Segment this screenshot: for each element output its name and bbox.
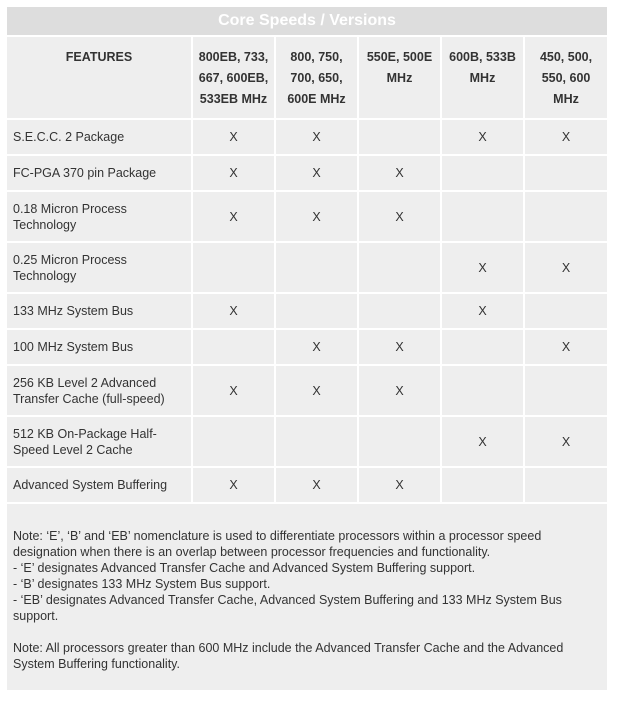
- feature-label: 0.25 Micron Process Technology: [7, 243, 191, 292]
- table-row: [7, 156, 607, 190]
- table-row: [7, 120, 607, 154]
- support-mark-cell: [442, 330, 523, 364]
- column-header-550e: 550E, 500E MHz: [359, 37, 440, 118]
- table-row: [7, 366, 607, 415]
- support-mark-cell: X: [525, 120, 607, 154]
- support-mark-cell: [193, 330, 274, 364]
- column-header-800eb: 800EB, 733, 667, 600EB, 533EB MHz: [193, 37, 274, 118]
- support-mark-cell: X: [193, 156, 274, 190]
- support-mark-cell: X: [525, 417, 607, 466]
- support-mark-cell: X: [359, 156, 440, 190]
- note-block: [13, 640, 601, 672]
- column-header-features: FEATURES: [7, 37, 191, 118]
- support-mark-cell: [525, 192, 607, 241]
- support-mark-cell: X: [525, 243, 607, 292]
- support-mark-cell: [442, 468, 523, 502]
- table-row: [7, 243, 607, 292]
- notes-row: [7, 504, 607, 690]
- support-mark-cell: [359, 243, 440, 292]
- note-line: - ‘EB’ designates Advanced Transfer Cache, Advanced System Buffering and 133 MHz System Bus support.: [13, 593, 562, 623]
- table-title-row: [7, 7, 607, 35]
- table-row: [7, 330, 607, 364]
- feature-label: Advanced System Buffering: [7, 468, 191, 502]
- support-mark-cell: [442, 366, 523, 415]
- feature-label: S.E.C.C. 2 Package: [7, 120, 191, 154]
- column-header-450: 450, 500, 550, 600 MHz: [525, 37, 607, 118]
- support-mark-cell: X: [442, 417, 523, 466]
- support-mark-cell: [359, 417, 440, 466]
- feature-label: 100 MHz System Bus: [7, 330, 191, 364]
- core-speeds-table: [5, 5, 609, 692]
- table-title: Core Speeds / Versions: [7, 7, 607, 35]
- column-header-600b: 600B, 533B MHz: [442, 37, 523, 118]
- note-line: - ‘E’ designates Advanced Transfer Cache and Advanced System Buffering support.: [13, 561, 476, 575]
- column-header-row: [7, 37, 607, 118]
- note-line: - ‘B’ designates 133 MHz System Bus support.: [13, 577, 271, 591]
- support-mark-cell: X: [276, 120, 357, 154]
- note-line: Note: ‘E’, ‘B’ and ‘EB’ nomenclature is used to differentiate processors within a processor speed designation when there is an overlap between processor frequencies and functionality.: [13, 529, 542, 559]
- support-mark-cell: X: [193, 366, 274, 415]
- support-mark-cell: X: [442, 294, 523, 328]
- support-mark-cell: [359, 120, 440, 154]
- support-mark-cell: X: [442, 120, 523, 154]
- support-mark-cell: X: [193, 192, 274, 241]
- support-mark-cell: [193, 417, 274, 466]
- feature-label: 0.18 Micron Process Technology: [7, 192, 191, 241]
- table-row: [7, 192, 607, 241]
- support-mark-cell: [193, 243, 274, 292]
- support-mark-cell: [442, 156, 523, 190]
- feature-label: 133 MHz System Bus: [7, 294, 191, 328]
- support-mark-cell: X: [359, 468, 440, 502]
- support-mark-cell: [276, 243, 357, 292]
- support-mark-cell: X: [193, 294, 274, 328]
- table-row: [7, 294, 607, 328]
- table-row: [7, 468, 607, 502]
- support-mark-cell: [525, 294, 607, 328]
- support-mark-cell: [442, 192, 523, 241]
- support-mark-cell: X: [276, 192, 357, 241]
- support-mark-cell: X: [359, 192, 440, 241]
- support-mark-cell: X: [276, 366, 357, 415]
- support-mark-cell: X: [276, 330, 357, 364]
- support-mark-cell: X: [276, 468, 357, 502]
- support-mark-cell: X: [276, 156, 357, 190]
- feature-label: 256 KB Level 2 Advanced Transfer Cache (full-speed): [7, 366, 191, 415]
- support-mark-cell: [276, 294, 357, 328]
- table-body: [7, 120, 607, 502]
- support-mark-cell: [525, 366, 607, 415]
- note-line: Note: All processors greater than 600 MHz include the Advanced Transfer Cache and the Advanced System Buffering functionality.: [13, 641, 564, 671]
- spec-table-container: [5, 5, 607, 692]
- column-header-800: 800, 750, 700, 650, 600E MHz: [276, 37, 357, 118]
- note-block: [13, 528, 601, 624]
- support-mark-cell: X: [193, 120, 274, 154]
- support-mark-cell: [525, 156, 607, 190]
- table-row: [7, 417, 607, 466]
- support-mark-cell: X: [359, 366, 440, 415]
- support-mark-cell: X: [525, 330, 607, 364]
- notes-cell: [7, 504, 607, 690]
- support-mark-cell: X: [442, 243, 523, 292]
- support-mark-cell: X: [193, 468, 274, 502]
- support-mark-cell: [359, 294, 440, 328]
- feature-label: FC-PGA 370 pin Package: [7, 156, 191, 190]
- support-mark-cell: [276, 417, 357, 466]
- feature-label: 512 KB On-Package Half-Speed Level 2 Cache: [7, 417, 191, 466]
- support-mark-cell: [525, 468, 607, 502]
- support-mark-cell: X: [359, 330, 440, 364]
